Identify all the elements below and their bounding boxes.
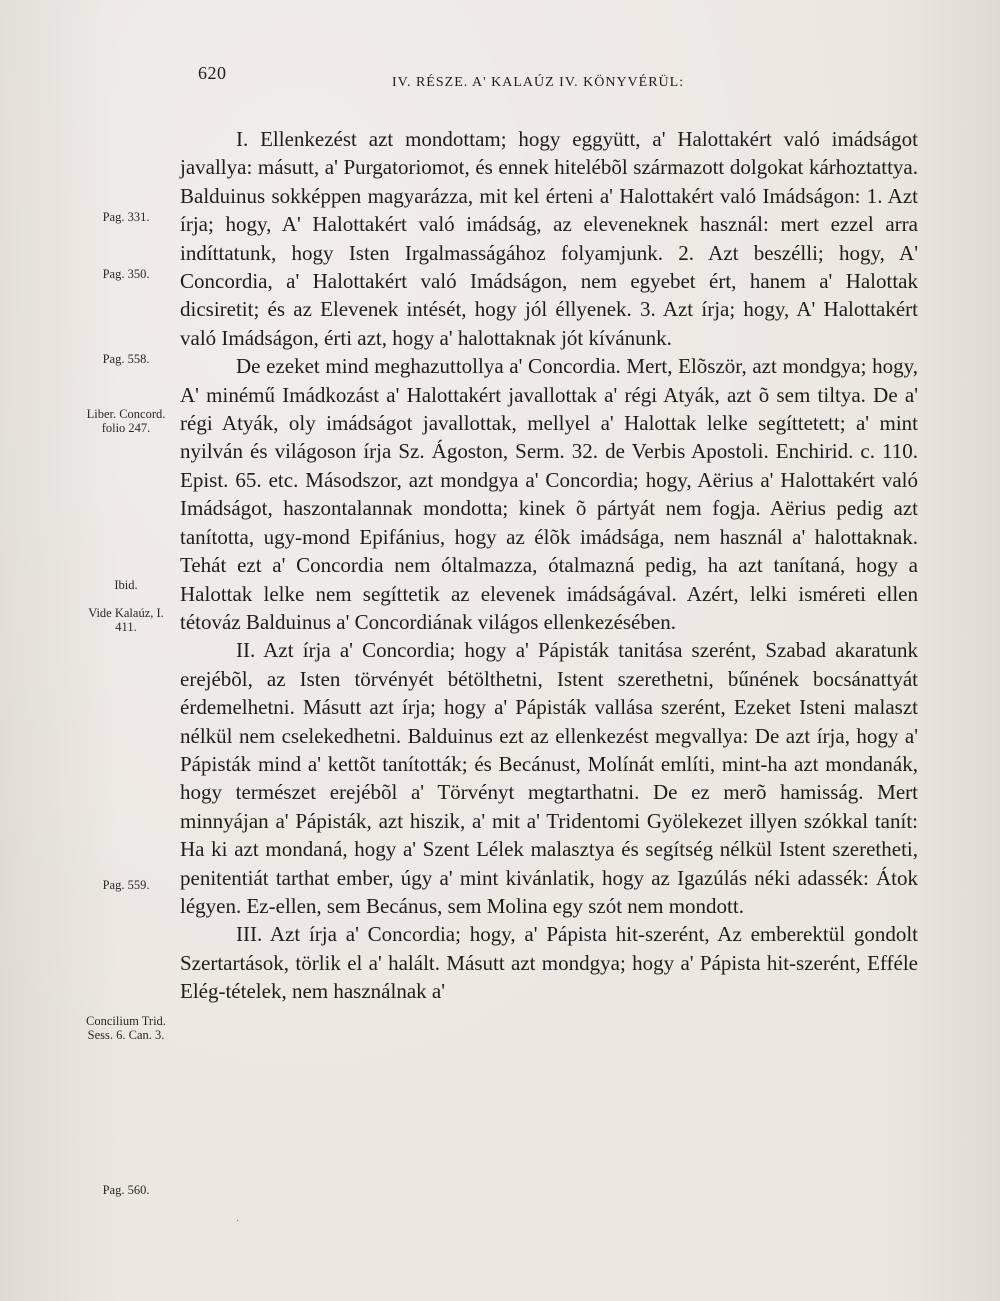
paragraph: De ezeket mind meghazuttollya a' Concordia. Mert, Elõször, azt mondgya; hogy, A' minémű Imádkozást a' Halottakért javallottak a' régi Atyák, azt õ sem tiltya. De a' régi Atyák, oly imádságot javallottak, mellyel a' Halottak lelke segíttetett; a' mint nyilván és világoson írja Sz. Ágoston, Serm. 32. de Verbis Apostoli. Enchirid. c. 110. Epist. 65. etc. Másodszor, azt mondgya a' Concordia; hogy, Aërius a' Halottakért való Imádságot, haszontalannak mondotta; kinek õ pártyát nem fogja. Aërius pedig azt tanította, ugy-mond Epifánius, hogy az élõk imádsága, nem használ a' halottaknak. Tehát ezt a' Concordia nem óltalmazza, ótalmazná pedig, ha azt tanítaná, hogy a Halottak lelke nem segíttetik az elevenek imádságával. Azért, lelki isméreti ellen tétováz Balduinus a' Concordiának világos ellenkezésében. [180,354,918,634]
print-speck: · [236,1216,240,1227]
margin-note: Concilium Trid. Sess. 6. Can. 3. [86,1014,166,1042]
paragraph: I. Ellenkezést azt mondottam; hogy eggyütt, a' Halottakért való imádságot javallya: másutt, a' Purgatoriomot, és ennek hitelébõl származott dolgokat kárhoztattya. Balduinus sokképpen magyarázza, mit kel érteni a' Halottakért való Imádságon: 1. Azt írja; hogy, A' Halottakért való imádság, az eleveneknek használ: mert ezzel arra indíttatunk, hogy Isten Irgalmasságához folyamjunk. 2. Azt beszélli; hogy, A' Concordia, a' Halottakért való Imádságon, nem egyebet ért, hanem a' Halottak dicsiretit; és az Elevenek intését, hogy jól éllyenek. 3. Azt írja; hogy, A' Halottakért való Imádságon, érti azt, hogy a' halottaknak jót kívánunk. [180,127,918,350]
margin-note: Vide Kalaúz, I. 411. [88,606,164,634]
paragraph: II. Azt írja a' Concordia; hogy a' Pápisták tanitása szerént, Szabad akaratunk erejébõl, az Isten törvényét bétölthetni, Istent szerethetni, bűnének bocsánattyát érdemelhetni. Másutt azt írja; hogy a' Pápisták vallása szerént, Ezeket Isteni malaszt nélkül nem cselekedhetni. Balduinus ezt az ellenkezést megvallya: De azt írja, hogy a' Pápisták mind a' kettõt tanították; és Becánust, Molínát említi, mint-ha azt mondanák, hogy természet erejébõl a' Törvényt megtarthatni. De ez merõ hamisság. Mert minnyájan a' Pápisták, azt hiszik, a' mit a' Tridentomi Gyölekezet illyen szókkal tanít: Ha ki azt mondaná, hogy a' Szent Lélek malasztya és segítség nélkül Istent szeretheti, penitentiát tarthat ember, úgy a' mint kivánlatik, hogy az Igazúlás néki adassék: Átok légyen. Ez-ellen, sem Becánus, sem Molina egy szót nem mondott. [180,638,918,918]
margin-notes [0,0,180,1301]
margin-note: Pag. 331. [102,210,150,224]
paragraph: III. Azt írja a' Concordia; hogy, a' Pápista hit-szerént, Az emberektül gondolt Szertartások, törlik el a' halált. Másutt azt mondgya; hogy a' Pápista hit-szerént, Efféle Elég-tételek, nem használnak a' [180,922,918,1004]
margin-note: Pag. 350. [102,267,150,281]
body-text [180,125,918,1006]
margin-note: Pag. 559. [102,878,150,892]
margin-note: Ibid. [114,578,138,592]
running-head: IV. RÉSZE. A' KALAÚZ IV. KÖNYVÉRÜL: [392,75,685,90]
margin-note: Liber. Concord. folio 247. [86,407,166,435]
page-number: 620 [198,63,227,83]
margin-note: Pag. 558. [102,352,150,366]
margin-note: Pag. 560. [102,1183,150,1197]
